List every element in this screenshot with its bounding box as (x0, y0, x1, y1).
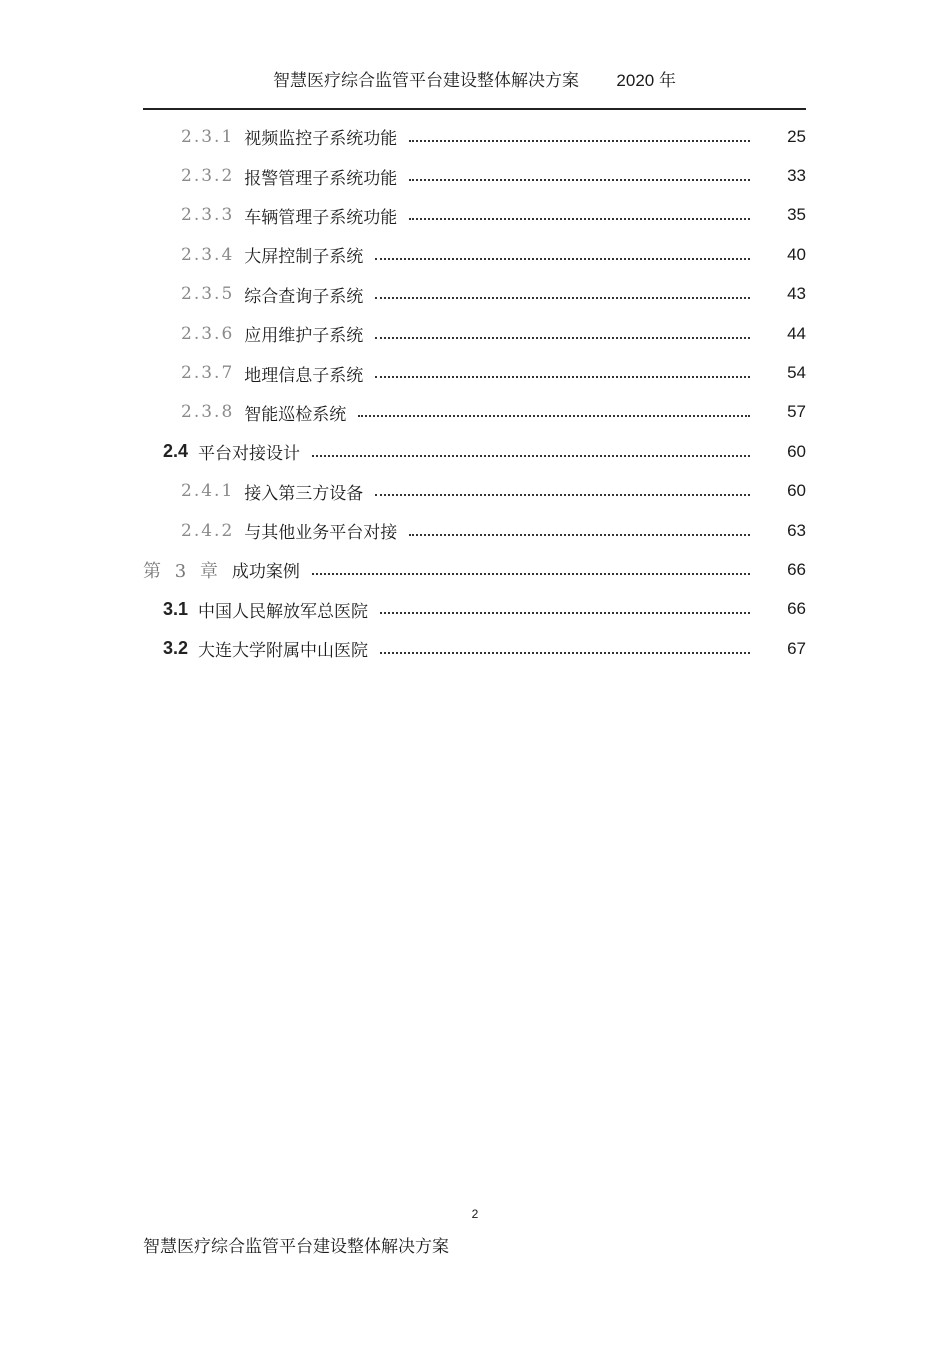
toc-entry-label: 综合查询子系统 (244, 286, 364, 307)
toc-entry-page: 43 (787, 284, 806, 304)
toc-entry-page: 60 (787, 441, 806, 461)
toc-entry-page: 66 (787, 599, 806, 619)
page-header (143, 62, 806, 100)
toc-dot-leader (409, 140, 750, 142)
toc-entry[interactable] (143, 117, 806, 156)
toc-entry[interactable] (143, 353, 806, 392)
toc-entry-label: 地理信息子系统 (244, 365, 364, 386)
toc-entry[interactable] (143, 196, 806, 235)
toc-entry-page: 40 (787, 244, 806, 264)
toc-entry-number: 2.3.6 (181, 323, 235, 344)
toc-entry-page: 25 (787, 126, 806, 146)
toc-dot-leader (375, 494, 750, 496)
toc-entry-number: 3.2 (163, 638, 189, 659)
toc-entry[interactable] (143, 393, 806, 432)
toc-entry-label: 大屏控制子系统 (244, 247, 364, 268)
toc-entry-label: 车辆管理子系统功能 (244, 207, 398, 228)
toc-dot-leader (375, 258, 750, 260)
toc-entry-label: 智能巡检系统 (244, 404, 347, 425)
toc-entry[interactable] (143, 432, 806, 471)
toc-entry-label: 报警管理子系统功能 (244, 168, 398, 189)
toc-entry-label: 中国人民解放军总医院 (198, 601, 369, 622)
toc-dot-leader (312, 573, 750, 575)
toc-entry-number: 2.4.1 (181, 481, 235, 502)
toc-entry[interactable] (143, 314, 806, 353)
header-year: 2020 年 (616, 71, 676, 90)
toc-entry-label: 接入第三方设备 (244, 483, 364, 504)
toc-entry-number: 3.1 (163, 598, 189, 619)
toc-entry-number: 2.3.1 (181, 126, 235, 147)
toc-entry-label: 成功案例 (231, 562, 300, 583)
toc-entry-label: 与其他业务平台对接 (244, 523, 398, 544)
toc-entry[interactable] (143, 275, 806, 314)
toc-entry-page: 63 (787, 520, 806, 540)
toc-entry-page: 44 (787, 323, 806, 343)
toc-entry-number: 2.3.4 (181, 244, 235, 265)
toc-entry-number: 第 3 章 (143, 560, 222, 582)
toc-entry-page: 33 (787, 166, 806, 186)
toc-dot-leader (375, 337, 750, 339)
toc-entry-number: 2.4.2 (181, 520, 235, 541)
toc-entry[interactable] (143, 156, 806, 195)
toc-entry[interactable] (143, 629, 806, 668)
footer-title: 智慧医疗综合监管平台建设整体解决方案 (143, 1237, 449, 1257)
header-divider (143, 108, 806, 110)
toc-dot-leader (409, 179, 750, 181)
toc-entry-page: 66 (787, 559, 806, 579)
toc-entry-number: 2.3.3 (181, 205, 235, 226)
toc-dot-leader (358, 415, 750, 417)
toc-entry-page: 60 (787, 481, 806, 501)
toc-entry-label: 大连大学附属中山医院 (198, 641, 369, 662)
header-title: 智慧医疗综合监管平台建设整体解决方案 (273, 71, 580, 91)
toc-entry-label: 视频监控子系统功能 (244, 129, 398, 150)
toc-entry-page: 35 (787, 205, 806, 225)
toc-entry-page: 54 (787, 363, 806, 383)
toc-entry[interactable] (143, 511, 806, 550)
toc-dot-leader (375, 297, 750, 299)
toc-entry-page: 57 (787, 402, 806, 422)
toc-entry[interactable] (143, 235, 806, 274)
toc-dot-leader (409, 218, 750, 220)
toc-entry[interactable] (143, 590, 806, 629)
toc-dot-leader (375, 376, 750, 378)
toc-entry-number: 2.3.2 (181, 166, 235, 187)
toc-dot-leader (312, 455, 750, 457)
toc-entry[interactable] (143, 472, 806, 511)
page-number: 2 (471, 1207, 479, 1221)
table-of-contents (143, 117, 806, 668)
toc-entry-page: 67 (787, 638, 806, 658)
toc-dot-leader (409, 534, 750, 536)
toc-entry-label: 应用维护子系统 (244, 326, 364, 347)
toc-entry-label: 平台对接设计 (198, 444, 301, 465)
toc-entry-number: 2.3.7 (181, 363, 235, 384)
toc-dot-leader (380, 612, 750, 614)
toc-entry-number: 2.3.8 (181, 402, 235, 423)
toc-entry-number: 2.4 (163, 441, 189, 462)
toc-entry[interactable] (143, 550, 806, 589)
toc-dot-leader (380, 652, 750, 654)
toc-entry-number: 2.3.5 (181, 284, 235, 305)
